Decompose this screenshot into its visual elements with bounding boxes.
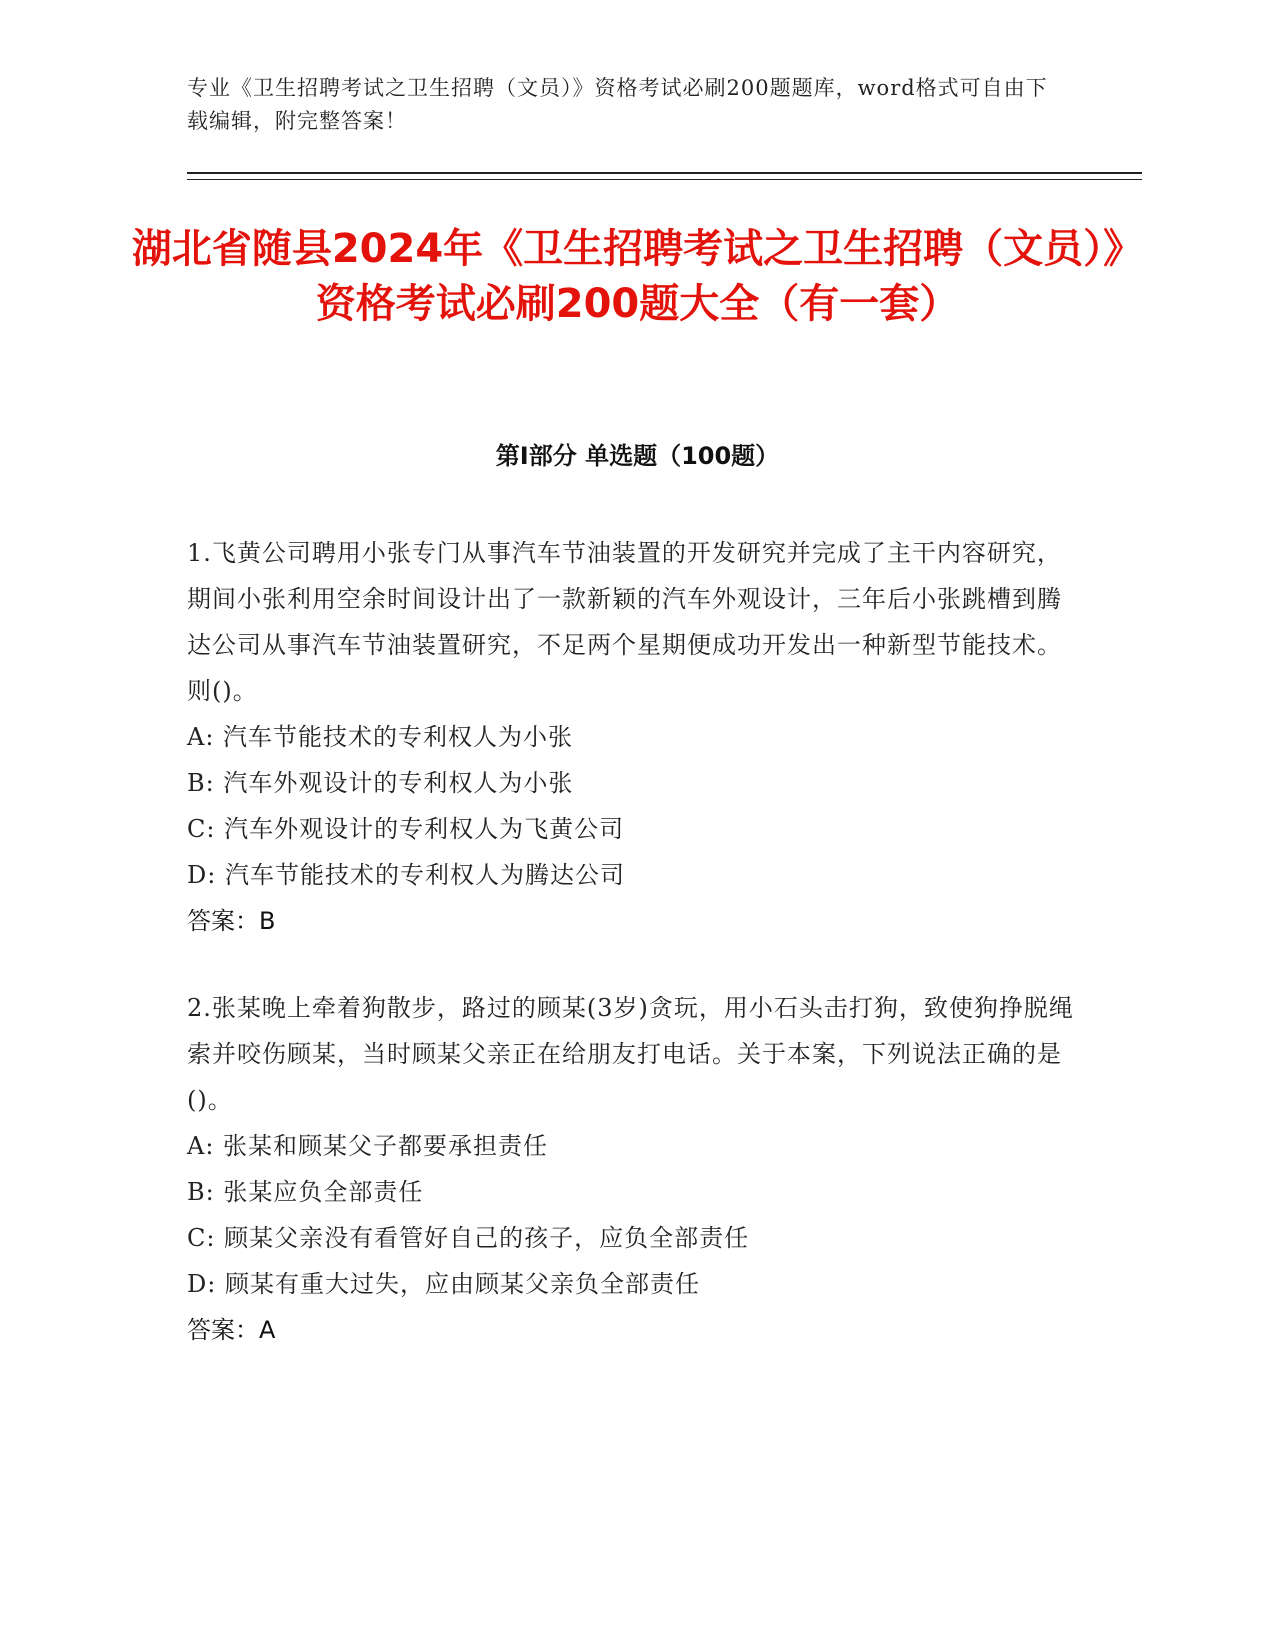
option-a: A: 张某和顾某父子都要承担责任 <box>187 1132 549 1160</box>
option-b: B: 张某应负全部责任 <box>187 1178 424 1206</box>
header-divider-thin <box>187 179 1142 180</box>
header-note: 专业《卫生招聘考试之卫生招聘（文员）》资格考试必刷200题题库，word格式可自由下载编辑，附完整答案！ <box>187 76 1048 133</box>
option-c: C: 顾某父亲没有看管好自己的孩子，应负全部责任 <box>187 1224 750 1252</box>
option-d: D: 汽车节能技术的专利权人为腾达公司 <box>187 861 625 889</box>
option-c: C: 汽车外观设计的专利权人为飞黄公司 <box>187 815 625 843</box>
option-b: B: 汽车外观设计的专利权人为小张 <box>187 769 574 797</box>
header-divider-thick <box>187 172 1142 174</box>
section-heading: 第Ⅰ部分 单选题（100题） <box>495 442 780 470</box>
option-d: D: 顾某有重大过失，应由顾某父亲负全部责任 <box>187 1270 700 1298</box>
option-a: A: 汽车节能技术的专利权人为小张 <box>187 723 574 751</box>
answer-label: 答案：A <box>187 1316 276 1344</box>
question-1 <box>187 530 1077 944</box>
question-2 <box>187 985 1077 1353</box>
question-stem: 1.飞黄公司聘用小张专门从事汽车节油装置的开发研究并完成了主干内容研究，期间小张利用空余时间设计出了一款新颖的汽车外观设计，三年后小张跳槽到腾达公司从事汽车节油装置研究，不足两个星期便成功开发出一种新型节能技术。则()。 <box>187 539 1062 705</box>
question-stem: 2.张某晚上牵着狗散步，路过的顾某(3岁)贪玩，用小石头击打狗，致使狗挣脱绳索并咬伤顾某，当时顾某父亲正在给朋友打电话。关于本案，下列说法正确的是()。 <box>187 994 1074 1114</box>
document-title: 湖北省随县2024年《卫生招聘考试之卫生招聘（文员）》资格考试必刷200题大全（有一套） <box>131 226 1144 327</box>
answer-label: 答案：B <box>187 907 276 935</box>
